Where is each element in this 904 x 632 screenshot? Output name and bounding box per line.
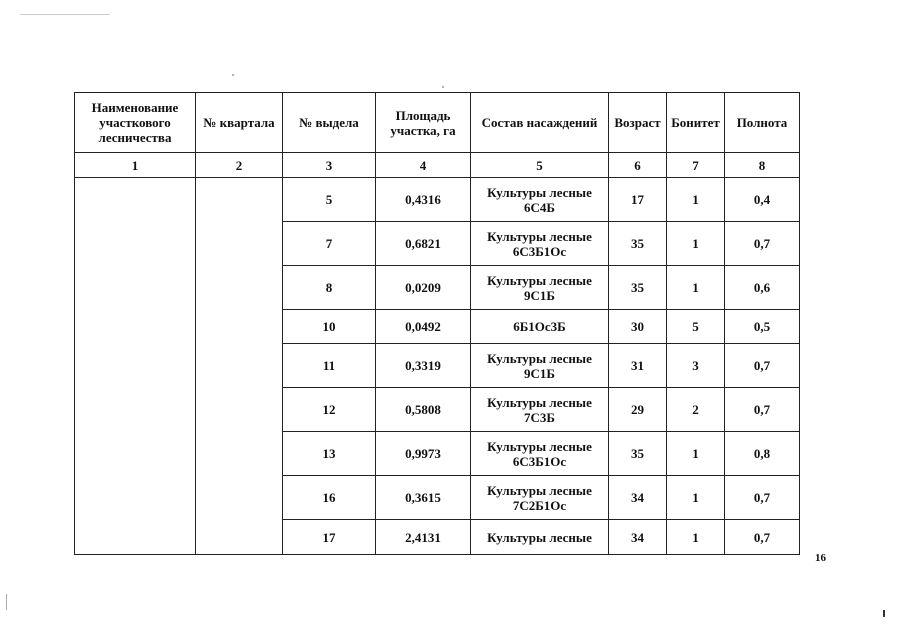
header-cell: Наименование участкового лесничества bbox=[75, 93, 196, 153]
vydel-cell: 16 bbox=[283, 476, 376, 520]
composition-cell: Культуры лесные 6С4Б bbox=[471, 178, 609, 222]
vydel-cell: 10 bbox=[283, 310, 376, 344]
composition-cell: 6Б1Ос3Б bbox=[471, 310, 609, 344]
bonitet-cell: 1 bbox=[667, 432, 725, 476]
composition-cell: Культуры лесные 7С2Б1Ос bbox=[471, 476, 609, 520]
vydel-cell: 11 bbox=[283, 344, 376, 388]
age-cell: 17 bbox=[609, 178, 667, 222]
composition-cell: Культуры лесные 6С3Б1Ос bbox=[471, 432, 609, 476]
age-cell: 34 bbox=[609, 476, 667, 520]
bonitet-cell: 1 bbox=[667, 520, 725, 555]
polnota-cell: 0,7 bbox=[725, 476, 800, 520]
polnota-cell: 0,7 bbox=[725, 344, 800, 388]
area-cell: 2,4131 bbox=[376, 520, 471, 555]
lesnichestvo-cell bbox=[75, 178, 196, 555]
composition-cell: Культуры лесные 6С3Б1Ос bbox=[471, 222, 609, 266]
polnota-cell: 0,5 bbox=[725, 310, 800, 344]
column-number: 3 bbox=[283, 153, 376, 178]
table-row bbox=[75, 178, 800, 222]
age-cell: 35 bbox=[609, 266, 667, 310]
area-cell: 0,3615 bbox=[376, 476, 471, 520]
area-cell: 0,0492 bbox=[376, 310, 471, 344]
age-cell: 35 bbox=[609, 222, 667, 266]
composition-cell: Культуры лесные 9С1Б bbox=[471, 344, 609, 388]
page-number: 16 bbox=[815, 552, 826, 564]
header-cell: Площадь участка, га bbox=[376, 93, 471, 153]
polnota-cell: 0,7 bbox=[725, 222, 800, 266]
vydel-cell: 12 bbox=[283, 388, 376, 432]
area-cell: 0,9973 bbox=[376, 432, 471, 476]
bonitet-cell: 1 bbox=[667, 178, 725, 222]
bonitet-cell: 1 bbox=[667, 266, 725, 310]
composition-cell: Культуры лесные bbox=[471, 520, 609, 555]
scan-speck bbox=[232, 74, 234, 76]
column-number: 4 bbox=[376, 153, 471, 178]
kvartal-cell bbox=[196, 178, 283, 555]
scan-edge-mark bbox=[883, 610, 885, 617]
column-number: 2 bbox=[196, 153, 283, 178]
bonitet-cell: 1 bbox=[667, 222, 725, 266]
bonitet-cell: 5 bbox=[667, 310, 725, 344]
area-cell: 0,0209 bbox=[376, 266, 471, 310]
vydel-cell: 13 bbox=[283, 432, 376, 476]
column-number: 6 bbox=[609, 153, 667, 178]
area-cell: 0,5808 bbox=[376, 388, 471, 432]
column-number: 1 bbox=[75, 153, 196, 178]
vydel-cell: 17 bbox=[283, 520, 376, 555]
vydel-cell: 8 bbox=[283, 266, 376, 310]
bonitet-cell: 2 bbox=[667, 388, 725, 432]
area-cell: 0,6821 bbox=[376, 222, 471, 266]
polnota-cell: 0,4 bbox=[725, 178, 800, 222]
header-cell: Состав насаждений bbox=[471, 93, 609, 153]
header-cell: № выдела bbox=[283, 93, 376, 153]
age-cell: 31 bbox=[609, 344, 667, 388]
polnota-cell: 0,7 bbox=[725, 388, 800, 432]
age-cell: 35 bbox=[609, 432, 667, 476]
column-number: 8 bbox=[725, 153, 800, 178]
bonitet-cell: 1 bbox=[667, 476, 725, 520]
area-cell: 0,3319 bbox=[376, 344, 471, 388]
composition-cell: Культуры лесные 7С3Б bbox=[471, 388, 609, 432]
polnota-cell: 0,8 bbox=[725, 432, 800, 476]
header-row bbox=[75, 93, 800, 153]
column-number-row bbox=[75, 153, 800, 178]
scan-edge-mark bbox=[6, 594, 7, 610]
polnota-cell: 0,7 bbox=[725, 520, 800, 555]
polnota-cell: 0,6 bbox=[725, 266, 800, 310]
header-cell: Бонитет bbox=[667, 93, 725, 153]
scan-speck bbox=[20, 14, 110, 15]
vydel-cell: 7 bbox=[283, 222, 376, 266]
header-cell: Возраст bbox=[609, 93, 667, 153]
scan-speck bbox=[442, 86, 444, 88]
bonitet-cell: 3 bbox=[667, 344, 725, 388]
age-cell: 29 bbox=[609, 388, 667, 432]
header-cell: № квартала bbox=[196, 93, 283, 153]
age-cell: 30 bbox=[609, 310, 667, 344]
area-cell: 0,4316 bbox=[376, 178, 471, 222]
age-cell: 34 bbox=[609, 520, 667, 555]
composition-cell: Культуры лесные 9С1Б bbox=[471, 266, 609, 310]
column-number: 7 bbox=[667, 153, 725, 178]
header-cell: Полнота bbox=[725, 93, 800, 153]
vydel-cell: 5 bbox=[283, 178, 376, 222]
column-number: 5 bbox=[471, 153, 609, 178]
forestry-table bbox=[74, 92, 800, 555]
